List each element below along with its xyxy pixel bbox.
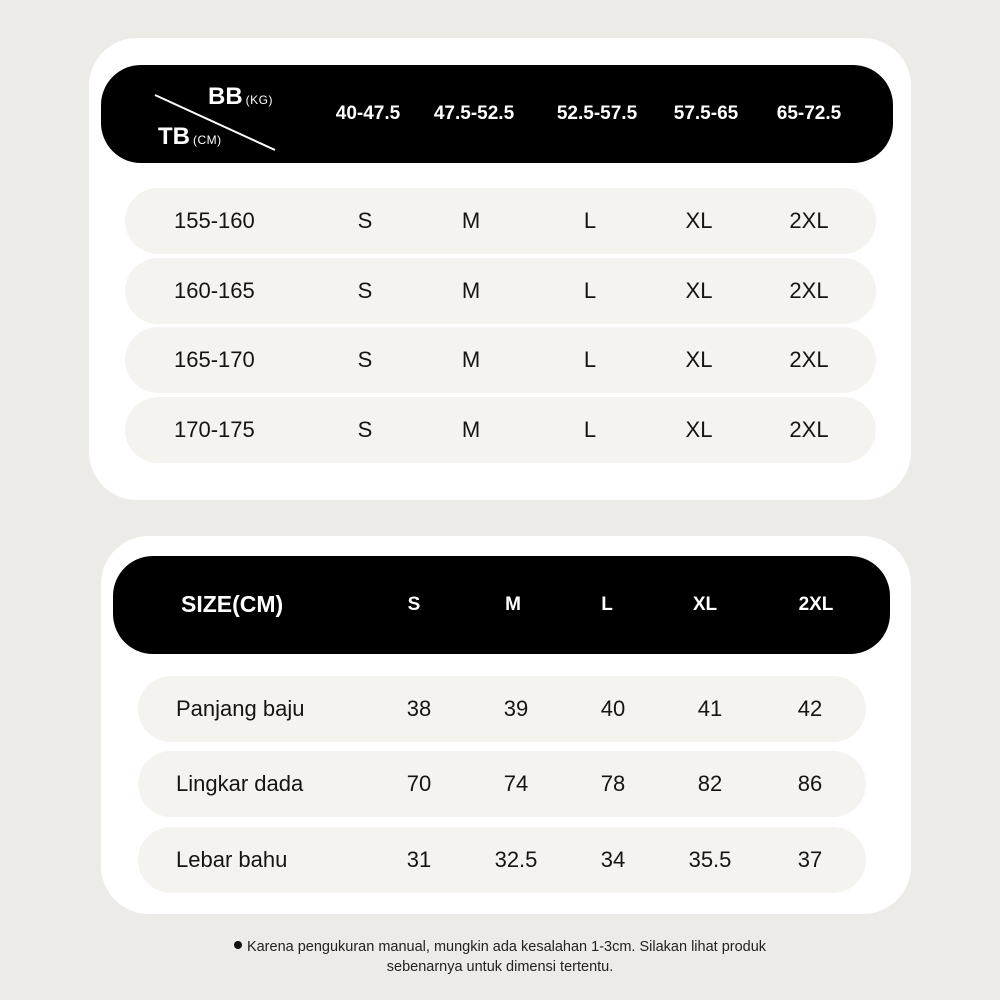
table-row <box>138 827 866 893</box>
size-cell: S <box>357 347 373 372</box>
weight-header: 40-47.5 <box>335 103 401 124</box>
table-row <box>138 676 866 742</box>
size-cell: L <box>583 347 597 372</box>
measurement-value: 38 <box>406 696 432 721</box>
size-cell: S <box>357 278 373 303</box>
size-cell: L <box>583 278 597 303</box>
size-cell: M <box>461 417 481 442</box>
measurement-label: Lebar bahu <box>176 847 288 872</box>
measurement-value: 86 <box>797 771 823 796</box>
bullet-icon <box>234 941 242 949</box>
size-header: M <box>505 594 521 615</box>
measurement-value: 31 <box>406 847 432 872</box>
weight-header-bar <box>101 65 893 163</box>
size-cell: XL <box>685 417 713 442</box>
size-header: S <box>407 594 421 615</box>
size-cell: L <box>583 417 597 442</box>
measurement-value: 40 <box>600 696 626 721</box>
table-row <box>138 751 866 817</box>
size-header: XL <box>692 594 718 615</box>
table-row <box>125 258 876 324</box>
size-cell: XL <box>685 208 713 233</box>
weight-header: 52.5-57.5 <box>556 103 638 124</box>
size-cell: 2XL <box>789 278 829 303</box>
size-cell: XL <box>685 278 713 303</box>
measurement-value: 74 <box>503 771 529 796</box>
weight-axis-label: BB (KG) <box>208 83 274 110</box>
measurement-value: 35.5 <box>688 847 732 872</box>
weight-header: 47.5-52.5 <box>433 103 515 124</box>
table-row <box>125 188 876 254</box>
height-range: 165-170 <box>174 347 255 372</box>
measurement-value: 78 <box>600 771 626 796</box>
size-cell: M <box>461 208 481 233</box>
measurement-value: 42 <box>797 696 823 721</box>
table-row <box>125 327 876 393</box>
weight-header: 57.5-65 <box>673 103 739 124</box>
size-cell: 2XL <box>789 347 829 372</box>
size-cell: M <box>461 278 481 303</box>
size-header: 2XL <box>798 594 834 615</box>
height-range: 170-175 <box>174 417 255 442</box>
measurement-value: 70 <box>406 771 432 796</box>
note-line-2: sebenarnya untuk dimensi tertentu. <box>386 959 614 975</box>
measurement-value: 41 <box>697 696 723 721</box>
size-header: L <box>601 594 613 615</box>
measurement-value: 39 <box>503 696 529 721</box>
weight-header: 65-72.5 <box>776 103 842 124</box>
size-by-weight-height-card <box>89 38 911 500</box>
size-measurements-card <box>101 536 911 914</box>
size-cell: XL <box>685 347 713 372</box>
size-cell: 2XL <box>789 208 829 233</box>
size-header-bar <box>113 556 890 654</box>
size-cell: 2XL <box>789 417 829 442</box>
height-axis-label: TB (CM) <box>158 123 222 150</box>
measurement-value: 32.5 <box>494 847 538 872</box>
size-cell: S <box>357 417 373 442</box>
size-cell: M <box>461 347 481 372</box>
height-range: 155-160 <box>174 208 255 233</box>
measurement-label: Lingkar dada <box>176 771 304 796</box>
measurement-value: 37 <box>797 847 823 872</box>
measurement-value: 82 <box>697 771 723 796</box>
measurement-note <box>0 937 1000 977</box>
height-range: 160-165 <box>174 278 255 303</box>
size-table-title: SIZE(CM) <box>181 591 284 617</box>
note-line-1: Karena pengukuran manual, mungkin ada kesalahan 1-3cm. Silakan lihat produk <box>0 937 1000 957</box>
size-cell: S <box>357 208 373 233</box>
measurement-value: 34 <box>600 847 626 872</box>
measurement-label: Panjang baju <box>176 696 305 721</box>
size-cell: L <box>583 208 597 233</box>
table-row <box>125 397 876 463</box>
